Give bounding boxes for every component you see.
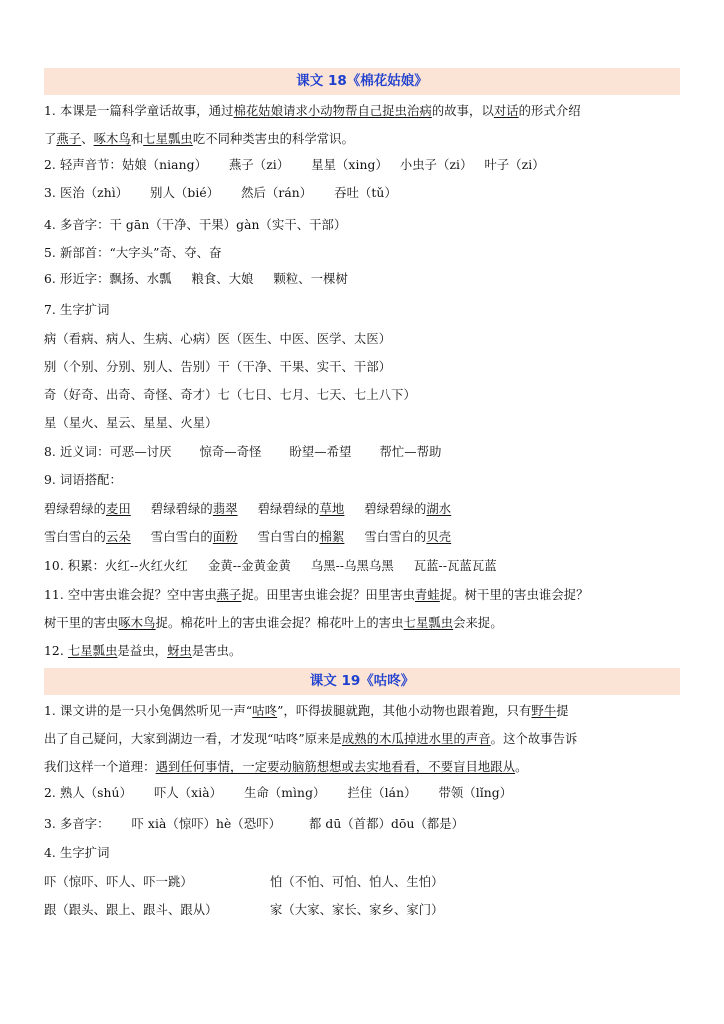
l18-p2-neutral-tone: 2. 轻声音节：姑娘（niang） 燕子（zi） 星星（xing） 小虫子（zi） 叶子（zi） (44, 158, 545, 172)
l18-p11-line1: 11. 空中害虫谁会捉？空中害虫燕子捉。田里害虫谁会捉？田里害虫青蛙捉。树干里的害虫谁会捉？ (44, 588, 589, 602)
dialogue-form: 对话 (493, 104, 519, 118)
l18-word-row: 别（个别、分别、别人、告别）干（干净、干果、实干、干部） (44, 360, 392, 374)
story-summary: 棉花姑娘请求小动物帮自己捉虫治病 (233, 104, 432, 118)
swallow: 燕子 (56, 132, 82, 146)
l18-word-row: 奇（好奇、出奇、奇怪、奇才）七（七日、七月、七天、七上八下） (44, 388, 416, 402)
l18-p8-synonyms: 8. 近义词：可恶—讨厌 惊奇—奇怪 盼望—希望 帮忙—帮助 (44, 445, 442, 459)
l18-p5-radical: 5. 新部首：“大字头”奇、夺、奋 (44, 246, 222, 260)
l18-p1-line1: 1. 本课是一篇科学童话故事，通过棉花姑娘请求小动物帮自己捉虫治病的故事，以对话的形式介绍 (44, 104, 581, 118)
l18-white-collocations: 雪白雪白的云朵 雪白雪白的面粉 雪白雪白的棉絮 雪白雪白的贝壳 (44, 530, 452, 544)
l19-p3-polyphone: 3. 多音字： 吓 xià（惊吓）hè（恐吓） 都 dū（首都）dōu（都是） (44, 817, 465, 831)
l18-word-row: 星（星火、星云、星星、火星） (44, 416, 218, 430)
l18-p12: 12. 七星瓢虫是益虫，蚜虫是害虫。 (44, 644, 242, 658)
l18-p6-similar-chars: 6. 形近字：飘扬、水瓢 粮食、大娘 颗粒、一棵树 (44, 272, 348, 286)
l19-word-row: 吓（惊吓、吓人、吓一跳） 怕（不怕、可怕、怕人、生怕） (44, 875, 444, 889)
l19-p4-heading: 4. 生字扩词 (44, 846, 110, 860)
l19-p2-pronunciation: 2. 熟人（shú） 吓人（xià） 生命（mìng） 拦住（lán） 带领（lǐng） (44, 786, 513, 800)
l19-p1-line3: 我们这样一个道理：遇到任何事情，一定要动脑筋想想或去实地看看，不要盲目地跟从。 (44, 760, 528, 774)
l18-p9-collocation: 9. 词语搭配： (44, 473, 122, 487)
ladybug: 七星瓢虫 (143, 132, 193, 146)
woodpecker: 啄木鸟 (93, 132, 131, 146)
l18-p7-heading: 7. 生字扩词 (44, 303, 110, 317)
l18-p11-line2: 树干里的害虫啄木鸟捉。棉花叶上的害虫谁会捉？棉花叶上的害虫七星瓢虫会来捉。 (44, 616, 503, 630)
l18-p1-line2: 了燕子、啄木鸟和七星瓢虫吃不同种类害虫的科学常识。 (44, 132, 354, 146)
l18-p10-accumulation: 10. 积累：火红--火红火红 金黄--金黄金黄 乌黑--乌黑乌黑 瓦蓝--瓦蓝瓦蓝 (44, 559, 497, 573)
l19-p1-line1: 1. 课文讲的是一只小兔偶然听见一声“咕咚”，吓得拔腿就跑，其他小动物也跟着跑，只有野牛提 (44, 704, 569, 718)
lesson-18-title: 课文 18《棉花姑娘》 (44, 68, 680, 95)
l18-green-collocations: 碧绿碧绿的麦田 碧绿碧绿的翡翠 碧绿碧绿的草地 碧绿碧绿的湖水 (44, 502, 452, 516)
l19-p1-line2: 出了自己疑问，大家到湖边一看，才发现“咕咚”原来是成熟的木瓜掉进水里的声音。这个故事告诉 (44, 732, 578, 746)
l18-p4-polyphone: 4. 多音字：干 gān（干净、干果）gàn（实干、干部） (44, 218, 347, 232)
l18-p3-pronunciation: 3. 医治（zhì） 别人（bié） 然后（rán） 吞吐（tǔ） (44, 186, 397, 200)
lesson-19-title: 课文 19《咕咚》 (44, 668, 680, 695)
l18-word-row: 病（看病、病人、生病、心病）医（医生、中医、医学、太医） (44, 332, 392, 346)
l19-word-row: 跟（跟头、跟上、跟斗、跟从） 家（大家、家长、家乡、家门） (44, 903, 444, 917)
